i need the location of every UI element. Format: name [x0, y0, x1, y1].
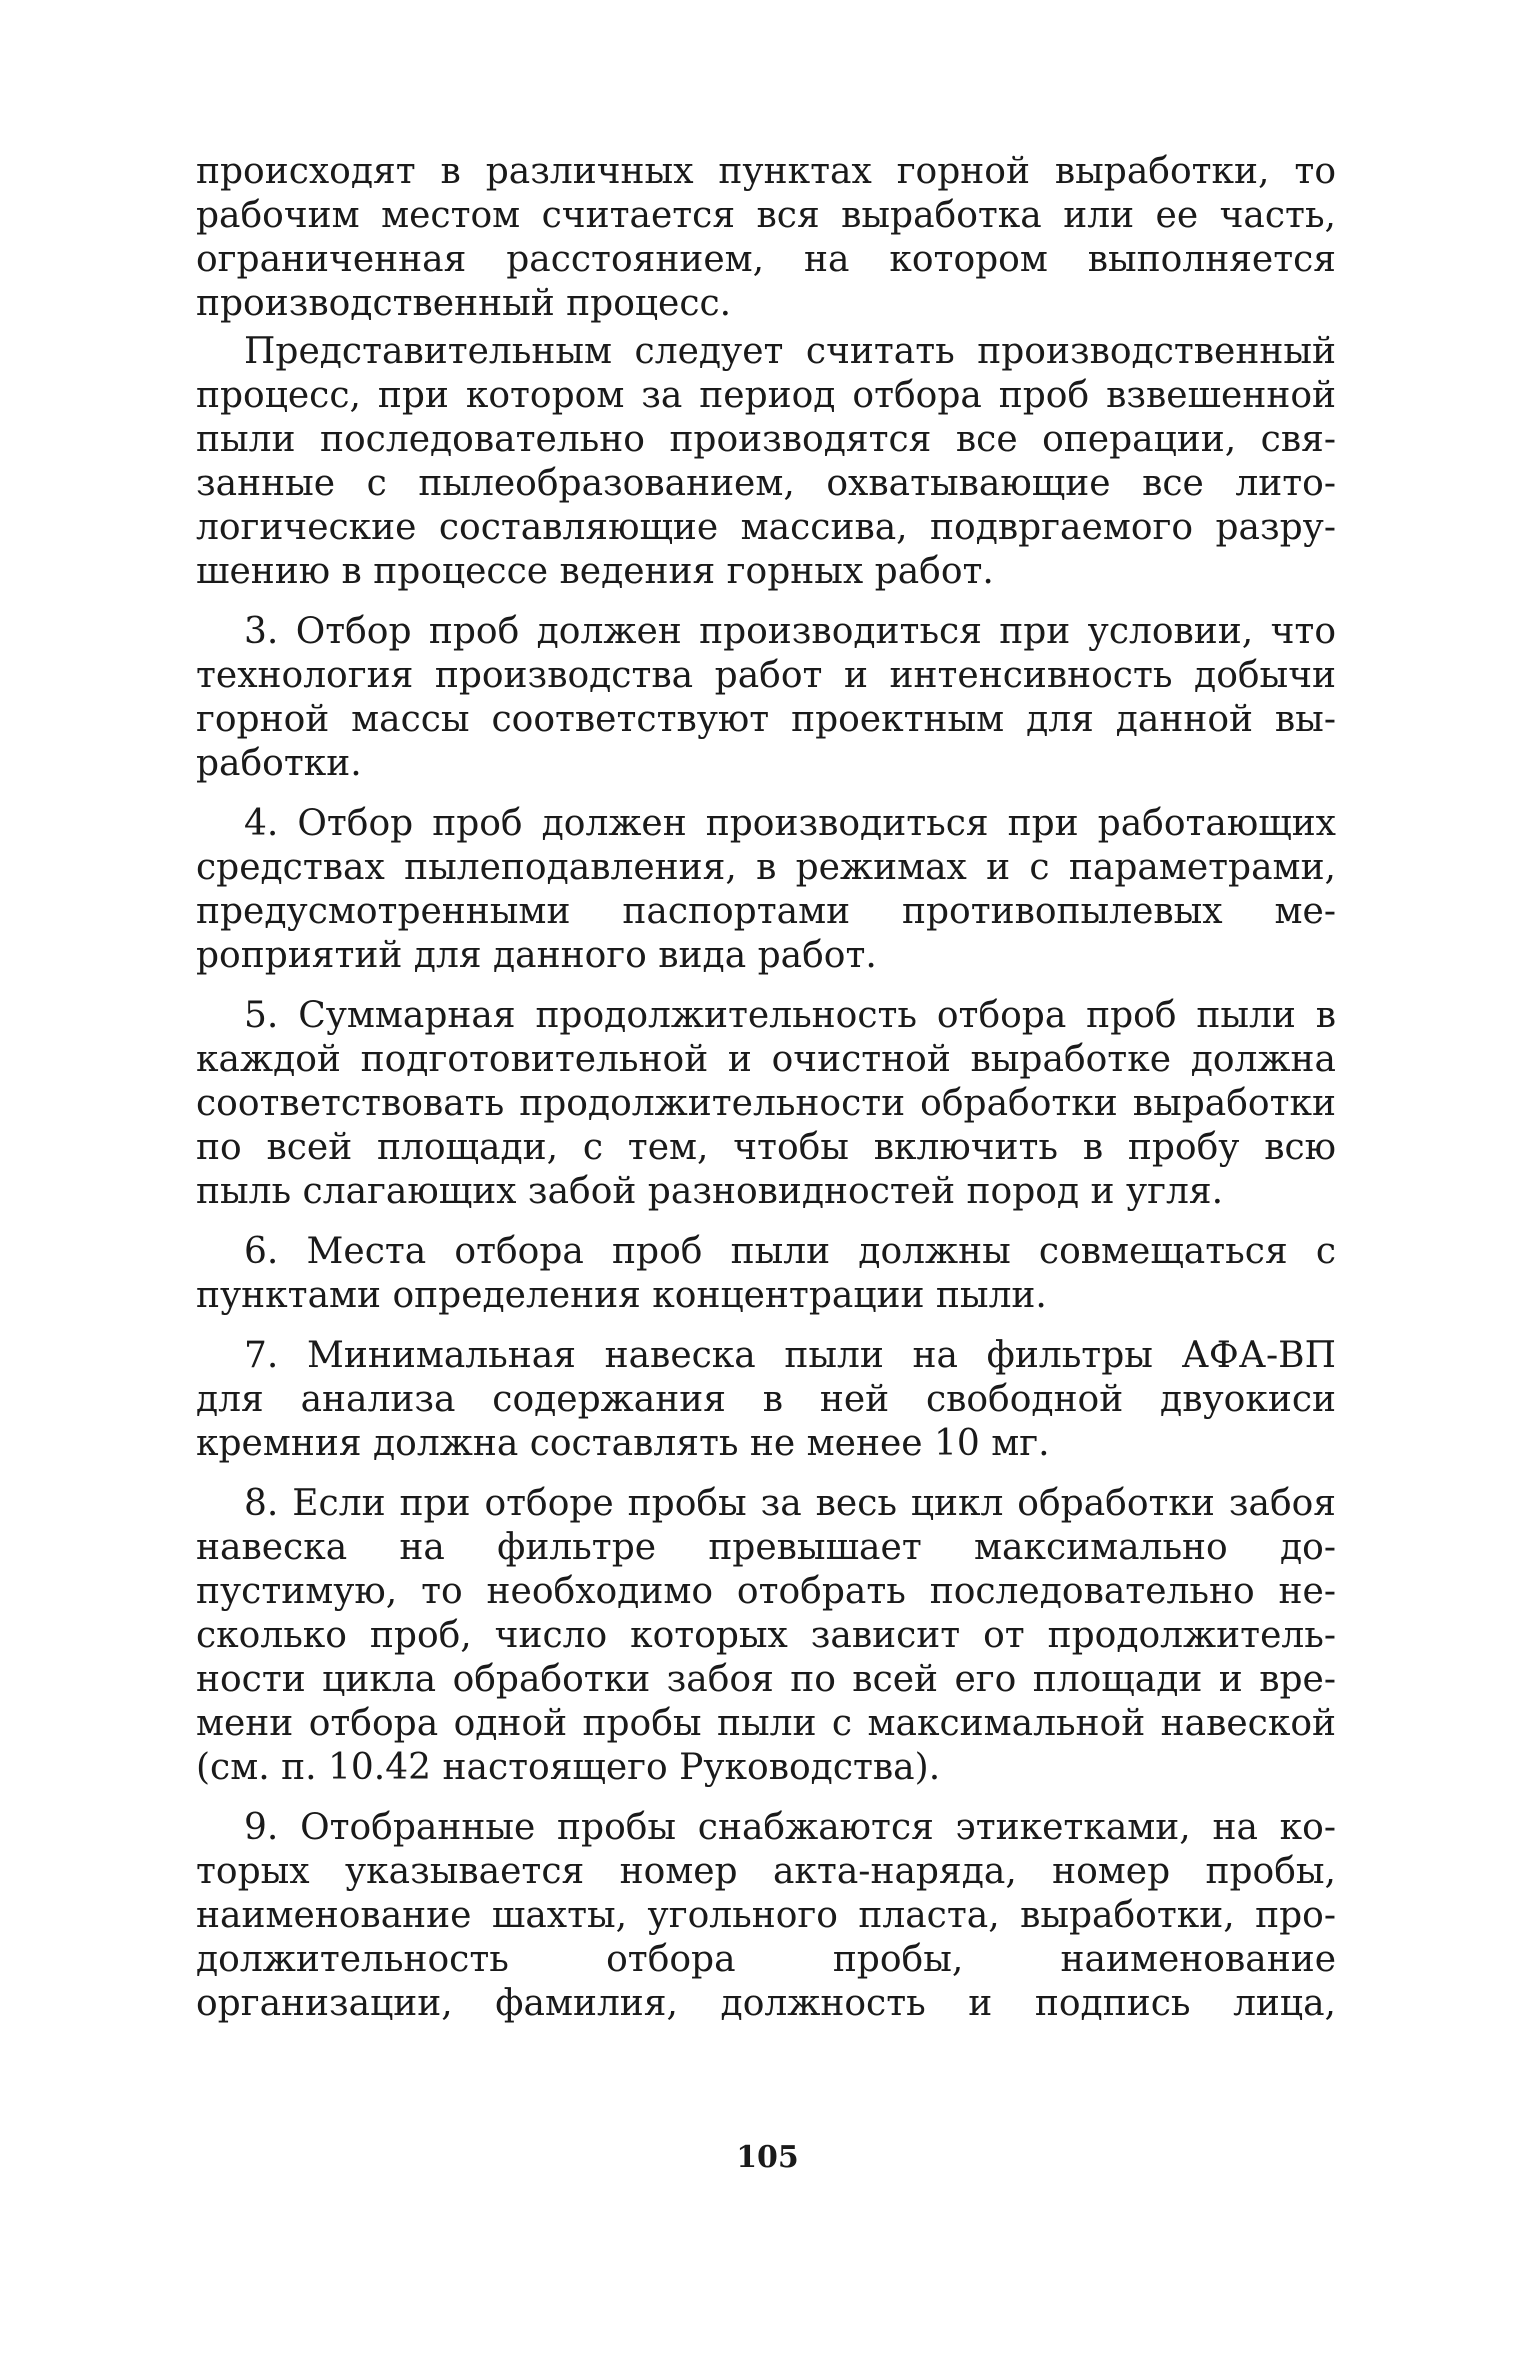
text-line: 4. Отбор проб должен производиться при работающих: [244, 803, 1336, 844]
text-line: логические составляющие массива, подвргаемого разру-: [196, 507, 1336, 548]
paragraph-item-7: [196, 1334, 1336, 1466]
text-line: по всей площади, с тем, чтобы включить в пробу всю: [196, 1127, 1336, 1168]
text-line: 9. Отобранные пробы снабжаются этикетками, на ко-: [244, 1807, 1336, 1848]
text-line: организации, фамилия, должность и подпись лица,: [196, 1983, 1336, 2024]
page-body: [196, 150, 1336, 2026]
text-line: пунктами определения концентрации пыли.: [196, 1275, 1047, 1316]
text-line: соответствовать продолжительности обработки выработки: [196, 1083, 1336, 1124]
text-line: горной массы соответствуют проектным для данной вы-: [196, 699, 1336, 740]
text-line: 5. Суммарная продолжительность отбора проб пыли в: [244, 995, 1336, 1036]
text-line: средствах пылеподавления, в режимах и с параметрами,: [196, 847, 1336, 888]
paragraph-representative-process: [196, 330, 1336, 594]
text-line: наименование шахты, угольного пласта, выработки, про-: [196, 1895, 1336, 1936]
text-line: происходят в различных пунктах горной выработки, то: [196, 151, 1336, 192]
text-line: шению в процессе ведения горных работ.: [196, 551, 994, 592]
text-line: процесс, при котором за период отбора проб взвешенной: [196, 375, 1336, 416]
text-line: для анализа содержания в ней свободной двуокиси: [196, 1379, 1336, 1420]
text-line: роприятий для данного вида работ.: [196, 935, 877, 976]
text-line: технология производства работ и интенсивность добычи: [196, 655, 1336, 696]
text-line: навеска на фильтре превышает максимально до-: [196, 1527, 1336, 1568]
paragraph-item-5: [196, 994, 1336, 1214]
text-line: ности цикла обработки забоя по всей его площади и вре-: [196, 1659, 1336, 1700]
text-line: кремния должна составлять не менее 10 мг.: [196, 1423, 1050, 1464]
text-line: 6. Места отбора проб пыли должны совмещаться с: [244, 1231, 1336, 1272]
page-number: 105: [736, 2140, 799, 2175]
text-line: мени отбора одной пробы пыли с максимальной навеской: [196, 1703, 1336, 1744]
paragraph-item-8: [196, 1482, 1336, 1790]
text-line: производственный процесс.: [196, 283, 732, 324]
text-line: предусмотренными паспортами противопылевых ме-: [196, 891, 1336, 932]
text-line: пустимую, то необходимо отобрать последовательно не-: [196, 1571, 1336, 1612]
text-line: рабочим местом считается вся выработка или ее часть,: [196, 195, 1336, 236]
text-line: каждой подготовительной и очистной выработке должна: [196, 1039, 1336, 1080]
text-line: занные с пылеобразованием, охватывающие все лито-: [196, 463, 1336, 504]
text-line: ограниченная расстоянием, на котором выполняется: [196, 239, 1336, 280]
text-line: пыль слагающих забой разновидностей пород и угля.: [196, 1171, 1224, 1212]
text-line: торых указывается номер акта-наряда, номер пробы,: [196, 1851, 1336, 1892]
text-line: работки.: [196, 743, 362, 784]
text-line: (см. п. 10.42 настоящего Руководства).: [196, 1747, 941, 1788]
text-line: должительность отбора пробы, наименование: [196, 1939, 1336, 1980]
text-line: 7. Минимальная навеска пыли на фильтры АФА-ВП: [244, 1335, 1336, 1376]
paragraph-continuation: [196, 150, 1336, 326]
text-line: 3. Отбор проб должен производиться при условии, что: [244, 611, 1336, 652]
text-line: Представительным следует считать производственный: [244, 331, 1336, 372]
paragraph-item-4: [196, 802, 1336, 978]
text-line: 8. Если при отборе пробы за весь цикл обработки забоя: [244, 1483, 1336, 1524]
paragraph-item-3: [196, 610, 1336, 786]
paragraph-item-9: [196, 1806, 1336, 2026]
text-line: сколько проб, число которых зависит от продолжитель-: [196, 1615, 1336, 1656]
paragraph-item-6: [196, 1230, 1336, 1318]
text-line: пыли последовательно производятся все операции, свя-: [196, 419, 1336, 460]
